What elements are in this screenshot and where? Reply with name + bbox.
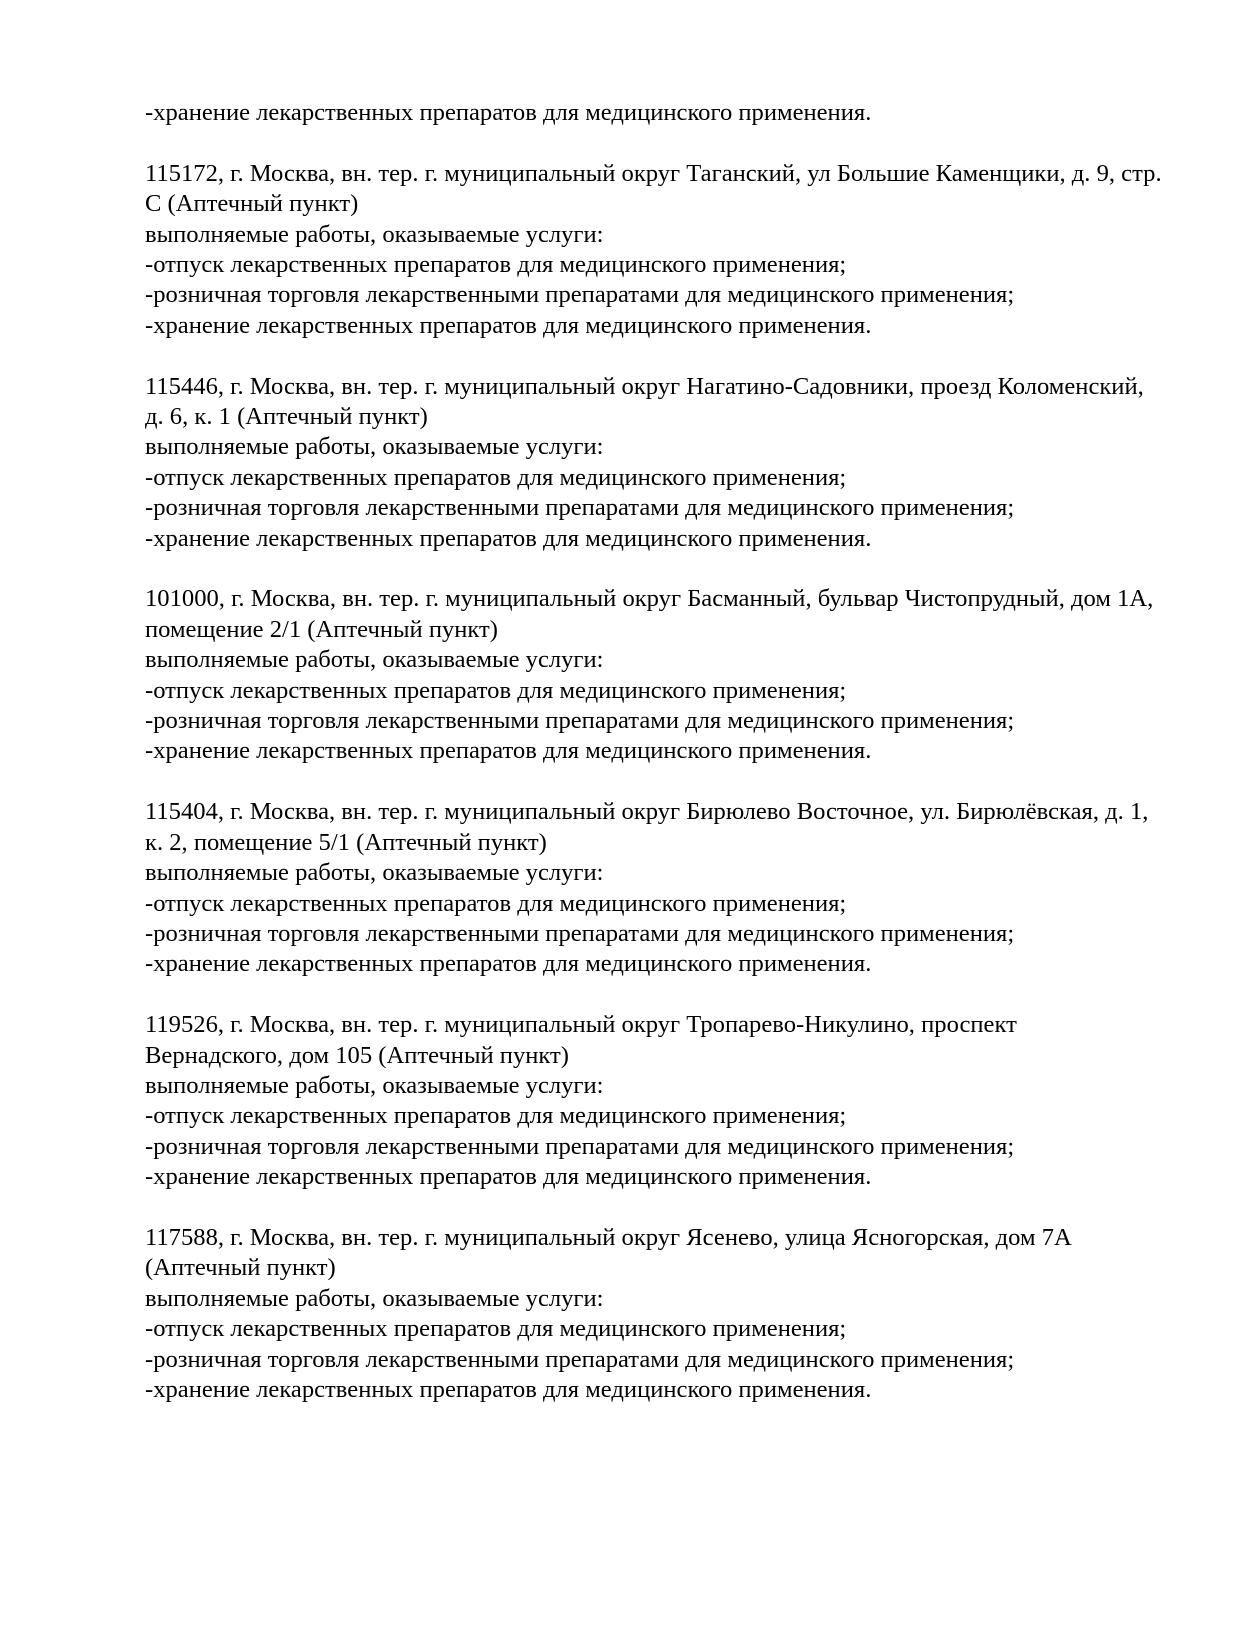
pharmacy-entry-115446 [145,372,1185,554]
works-label: выполняемые работы, оказываемые услуги: [145,859,604,887]
pharmacy-entry-101000 [145,584,1185,766]
service-line: -розничная торговля лекарственными препаратами для медицинского применения; [145,707,1015,735]
service-line: -отпуск лекарственных препаратов для медицинского применения; [145,1102,847,1130]
service-line: -хранение лекарственных препаратов для медицинского применения. [145,311,872,339]
service-line: -розничная торговля лекарственными препаратами для медицинского применения; [145,494,1015,522]
service-line: -отпуск лекарственных препаратов для медицинского применения; [145,251,847,279]
service-line: -хранение лекарственных препаратов для медицинского применения. [145,1375,872,1403]
entry-address-line: д. 6, к. 1 (Аптечный пункт) [145,403,428,431]
service-line: -розничная торговля лекарственными препаратами для медицинского применения; [145,1345,1015,1373]
entry-address-line: 119526, г. Москва, вн. тер. г. муниципальный округ Тропарево-Никулино, проспект [145,1011,1017,1039]
service-line: -хранение лекарственных препаратов для медицинского применения. [145,524,872,552]
service-line: -хранение лекарственных препаратов для медицинского применения. [145,950,872,978]
entry-address-line: к. 2, помещение 5/1 (Аптечный пункт) [145,828,547,856]
entry-address-line: (Аптечный пункт) [145,1254,336,1282]
pharmacy-entry-115172 [145,159,1185,341]
service-line: -хранение лекарственных препаратов для медицинского применения. [145,737,872,765]
entry-address-line: 115446, г. Москва, вн. тер. г. муниципальный округ Нагатино-Садовники, проезд Коломенский, [145,372,1144,400]
service-line: -отпуск лекарственных препаратов для медицинского применения; [145,889,847,917]
continuation-service-line: -хранение лекарственных препаратов для медицинского применения. [145,99,872,126]
pharmacy-entry-115404 [145,797,1185,979]
entry-address-line: С (Аптечный пункт) [145,190,359,218]
service-line: -отпуск лекарственных препаратов для медицинского применения; [145,1315,847,1343]
works-label: выполняемые работы, оказываемые услуги: [145,646,604,674]
pharmacy-entry-117588 [145,1223,1185,1405]
service-line: -отпуск лекарственных препаратов для медицинского применения; [145,676,847,704]
entry-address-line: Вернадского, дом 105 (Аптечный пункт) [145,1041,569,1069]
works-label: выполняемые работы, оказываемые услуги: [145,1071,604,1099]
entry-address-line: 115404, г. Москва, вн. тер. г. муниципальный округ Бирюлево Восточное, ул. Бирюлёвская, д. 1, [145,798,1149,826]
service-line: -хранение лекарственных препаратов для медицинского применения. [145,1163,872,1191]
service-line: -отпуск лекарственных препаратов для медицинского применения; [145,463,847,491]
entry-address-line: 115172, г. Москва, вн. тер. г. муниципальный округ Таганский, ул Большие Каменщики, д. 9, стр. [145,159,1162,187]
entry-address-line: помещение 2/1 (Аптечный пункт) [145,615,498,643]
entry-address-line: 101000, г. Москва, вн. тер. г. муниципальный округ Басманный, бульвар Чистопрудный, дом 1А, [145,585,1154,613]
service-line: -розничная торговля лекарственными препаратами для медицинского применения; [145,281,1015,309]
service-line: -розничная торговля лекарственными препаратами для медицинского применения; [145,1132,1015,1160]
works-label: выполняемые работы, оказываемые услуги: [145,220,604,248]
pharmacy-entry-119526 [145,1010,1185,1192]
works-label: выполняемые работы, оказываемые услуги: [145,1284,604,1312]
service-line: -розничная торговля лекарственными препаратами для медицинского применения; [145,919,1015,947]
works-label: выполняемые работы, оказываемые услуги: [145,433,604,461]
entry-address-line: 117588, г. Москва, вн. тер. г. муниципальный округ Ясенево, улица Ясногорская, дом 7А [145,1223,1072,1251]
